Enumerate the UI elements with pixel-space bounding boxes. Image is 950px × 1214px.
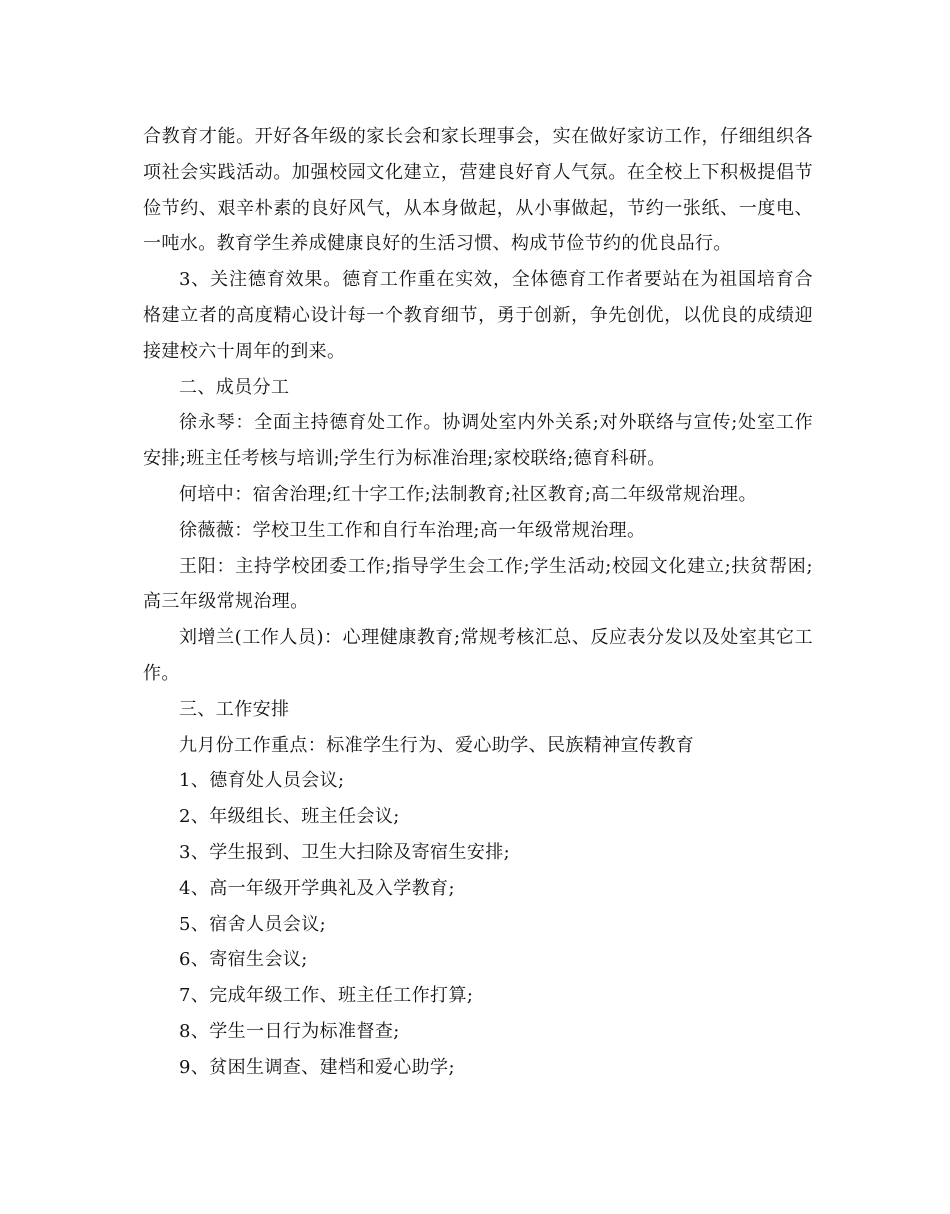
paragraph: 刘增兰(工作人员)：心理健康教育;常规考核汇总、反应表分发以及处室其它工作。 [143, 627, 813, 684]
list-item: 6、寄宿生会议; [179, 949, 308, 971]
paragraph: 王阳：主持学校团委工作;指导学生会工作;学生活动;校园文化建立;扶贫帮困;高三年级常规治理。 [143, 555, 813, 613]
list-item: 1、德育处人员会议; [179, 770, 345, 792]
section-heading: 二、成员分工 [179, 376, 290, 398]
list-item: 5、宿舍人员会议; [179, 913, 327, 935]
list-item: 3、学生报到、卫生大扫除及寄宿生安排; [179, 841, 511, 863]
paragraph: 合教育才能。开好各年级的家长会和家长理事会，实在做好家访工作，仔细组织各项社会实践活动。加强校园文化建立，营建良好育人气氛。在全校上下积极提倡节俭节约、艰辛朴素的良好风气，从本身做起，从小事做起，节约一张纸、一度电、一吨水。教育学生养成健康良好的生活习惯、构成节俭节约的优良品行。 [143, 126, 813, 255]
paragraph: 3、关注德育效果。德育工作重在实效，全体德育工作者要站在为祖国培育合格建立者的高度精心设计每一个教育细节，勇于创新，争先创优，以优良的成绩迎接建校六十周年的到来。 [143, 269, 813, 362]
list-item: 9、贫困生调查、建档和爱心助学; [179, 1056, 455, 1078]
section-heading: 三、工作安排 [179, 698, 290, 720]
paragraph: 九月份工作重点：标准学生行为、爱心助学、民族精神宣传教育 [179, 734, 695, 756]
list-item: 7、完成年级工作、班主任工作打算; [179, 985, 474, 1007]
list-item: 8、学生一日行为标准督查; [179, 1020, 400, 1042]
list-item: 2、年级组长、班主任会议; [179, 806, 400, 828]
list-item: 4、高一年级开学典礼及入学教育; [179, 877, 455, 899]
paragraph: 徐薇薇：学校卫生工作和自行车治理;高一年级常规治理。 [179, 519, 646, 541]
document-body [143, 119, 813, 1086]
paragraph: 何培中：宿舍治理;红十字工作;法制教育;社区教育;高二年级常规治理。 [179, 483, 757, 505]
paragraph: 徐永琴：全面主持德育处工作。协调处室内外关系;对外联络与宣传;处室工作安排;班主任考核与培训;学生行为标准治理;家校联络;德育科研。 [143, 412, 813, 470]
